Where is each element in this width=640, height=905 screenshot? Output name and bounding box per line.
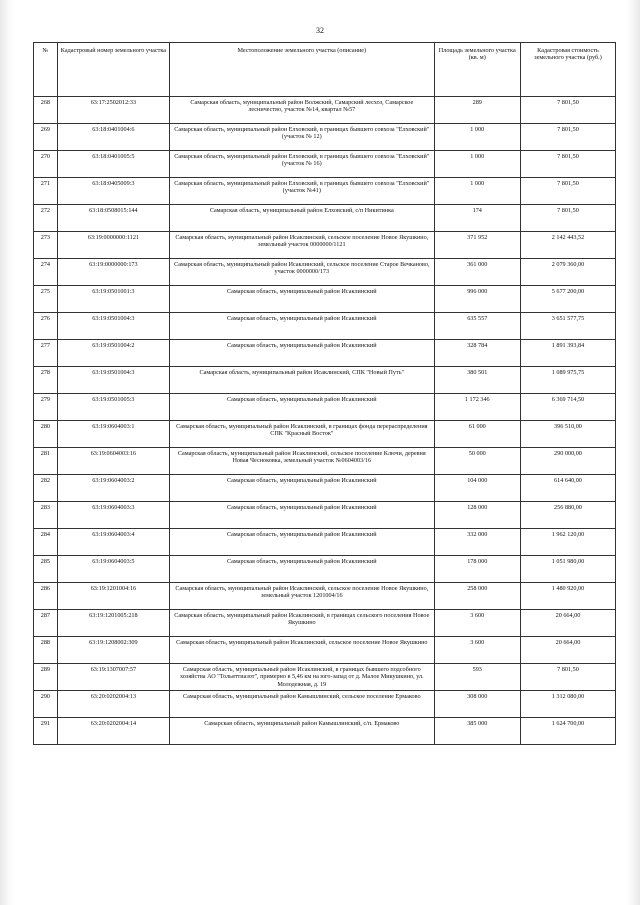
cell-location: Самарская область, муниципальный район Волжский, Самарский лесхоз, Самарское лесничество, участок №14, квартал №57 [170,97,435,124]
cell-location: Самарская область, муниципальный район Камышлинский, с/п. Ермаково [170,718,435,745]
cell-cadastral-cost: 7 801,50 [520,178,615,205]
cell-area: 104 000 [434,475,520,502]
cell-cadastral-number: 63:19:0604003:1 [57,421,169,448]
cell-cadastral-number: 63:19:0501004:2 [57,340,169,367]
cell-location: Самарская область, муниципальный район Исаклинский, в границах бывшего подсобного хозяйства АО "Тольяттиазот", примерно в 5,46 км на юго-запад от д. Малое Микушкино, ул. Молодежная, д. 19 [170,664,435,691]
table-row [34,583,616,610]
cell-row-number: 268 [34,97,58,124]
header-cadastral-cost: Кадастровая стоимость земельного участка (руб.) [520,43,615,97]
cell-cadastral-number: 63:19:0000000:173 [57,259,169,286]
cell-location: Самарская область, муниципальный район Елховский, в границах бывшего совхоза "Елховский" (участок № 16) [170,151,435,178]
table-row [34,151,616,178]
header-location: Местоположение земельного участка (описание) [170,43,435,97]
cell-location: Самарская область, муниципальный район Исаклинский [170,556,435,583]
cell-cadastral-number: 63:19:0604003:5 [57,556,169,583]
header-area: Площадь земельного участка (кв. м) [434,43,520,97]
cell-row-number: 273 [34,232,58,259]
table-row [34,718,616,745]
cell-area: 308 000 [434,691,520,718]
cell-cadastral-number: 63:18:0401005:5 [57,151,169,178]
header-cadastral-number: Кадастровый номер земельного участка [57,43,169,97]
cell-row-number: 276 [34,313,58,340]
table-row [34,205,616,232]
table-row [34,286,616,313]
cell-cadastral-cost: 7 801,50 [520,664,615,691]
table-row [34,340,616,367]
cell-location: Самарская область, муниципальный район Камышлинский, сельское поселение Ермаково [170,691,435,718]
cell-location: Самарская область, муниципальный район Исаклинский [170,529,435,556]
cell-row-number: 274 [34,259,58,286]
cell-cadastral-cost: 6 369 714,50 [520,394,615,421]
cell-row-number: 287 [34,610,58,637]
cell-cadastral-cost: 20 664,00 [520,637,615,664]
table-row [34,124,616,151]
cell-row-number: 290 [34,691,58,718]
cell-cadastral-cost: 1 962 120,00 [520,529,615,556]
table-row [34,421,616,448]
cell-cadastral-cost: 290 000,00 [520,448,615,475]
cell-row-number: 271 [34,178,58,205]
cell-row-number: 270 [34,151,58,178]
cell-location: Самарская область, муниципальный район Исаклинский, СПК "Новый Путь" [170,367,435,394]
cell-location: Самарская область, муниципальный район Елховский, в границах бывшего совхоза "Елховский"(участок №41) [170,178,435,205]
table-row [34,637,616,664]
cell-area: 371 952 [434,232,520,259]
table-header-row [34,43,616,97]
table-row [34,502,616,529]
cell-row-number: 279 [34,394,58,421]
cell-location: Самарская область, муниципальный район Исаклинский, сельское поселение Ключи, деревня Новая Чесноковка, земельный участок №0604003/16 [170,448,435,475]
cell-area: 1 000 [434,151,520,178]
cell-cadastral-number: 63:19:1307007:57 [57,664,169,691]
cell-row-number: 282 [34,475,58,502]
scan-shadow-right [626,0,640,905]
table-row [34,232,616,259]
table-row [34,313,616,340]
cell-area: 61 000 [434,421,520,448]
cell-area: 1 000 [434,178,520,205]
cell-cadastral-cost: 7 801,50 [520,151,615,178]
cell-row-number: 277 [34,340,58,367]
table-row [34,475,616,502]
cell-cadastral-cost: 2 079 360,00 [520,259,615,286]
cell-row-number: 269 [34,124,58,151]
page-number: 32 [316,26,324,35]
cell-row-number: 275 [34,286,58,313]
cell-area: 1 000 [434,124,520,151]
cell-location: Самарская область, муниципальный район Исаклинский, сельское поселение Старое Вечканово, участок 0000000/173 [170,259,435,286]
cell-area: 289 [434,97,520,124]
cell-area: 178 000 [434,556,520,583]
cell-area: 996 000 [434,286,520,313]
cell-row-number: 278 [34,367,58,394]
cell-row-number: 283 [34,502,58,529]
scan-shadow-left [0,0,14,905]
cell-cadastral-number: 63:19:0501005:3 [57,394,169,421]
cell-row-number: 284 [34,529,58,556]
cell-cadastral-number: 63:19:0604003:2 [57,475,169,502]
cell-cadastral-cost: 7 801,50 [520,205,615,232]
cell-cadastral-number: 63:19:0501004:3 [57,313,169,340]
cell-row-number: 286 [34,583,58,610]
cell-cadastral-number: 63:18:0401004:6 [57,124,169,151]
cell-cadastral-number: 63:19:0501001:3 [57,286,169,313]
cell-row-number: 281 [34,448,58,475]
cell-cadastral-cost: 256 880,00 [520,502,615,529]
header-number: № [34,43,58,97]
cell-location: Самарская область, муниципальный район Исаклинский [170,286,435,313]
cell-location: Самарская область, муниципальный район Исаклинский, сельское поселение Новое Якушкино [170,637,435,664]
cell-cadastral-cost: 1 624 700,00 [520,718,615,745]
cell-cadastral-cost: 3 651 577,75 [520,313,615,340]
cell-location: Самарская область, муниципальный район Исаклинский [170,340,435,367]
cell-cadastral-cost: 614 640,00 [520,475,615,502]
cell-row-number: 289 [34,664,58,691]
cell-location: Самарская область, муниципальный район Исаклинский, сельское поселение Новое Якушкино, земельный участок 1201004/16 [170,583,435,610]
table-row [34,529,616,556]
table-row [34,97,616,124]
cell-cadastral-cost: 7 801,50 [520,97,615,124]
cell-cadastral-number: 63:19:1201004:16 [57,583,169,610]
cell-location: Самарская область, муниципальный район Исаклинский [170,475,435,502]
cell-row-number: 291 [34,718,58,745]
cell-cadastral-number: 63:19:0604003:3 [57,502,169,529]
cell-cadastral-number: 63:18:0405009:3 [57,178,169,205]
cell-location: Самарская область, муниципальный район Исаклинский, в границах фонда перераспределения СПК "Красный Восток" [170,421,435,448]
cell-cadastral-cost: 1 089 975,75 [520,367,615,394]
cell-area: 361 000 [434,259,520,286]
land-plots-table [33,42,616,745]
cell-cadastral-cost: 7 801,50 [520,124,615,151]
cell-location: Самарская область, муниципальный район Исаклинский [170,502,435,529]
cell-area: 332 000 [434,529,520,556]
cell-cadastral-number: 63:17:2502012:33 [57,97,169,124]
table-row [34,664,616,691]
table-row [34,259,616,286]
table-row [34,610,616,637]
cell-area: 174 [434,205,520,232]
cell-area: 128 000 [434,502,520,529]
cell-cadastral-cost: 20 664,00 [520,610,615,637]
cell-cadastral-number: 63:19:0501004:3 [57,367,169,394]
table-row [34,178,616,205]
cell-cadastral-cost: 1 312 080,00 [520,691,615,718]
cell-area: 258 000 [434,583,520,610]
cell-row-number: 280 [34,421,58,448]
cell-cadastral-number: 63:19:1208002:309 [57,637,169,664]
table-row [34,556,616,583]
cell-cadastral-number: 63:19:0604003:4 [57,529,169,556]
cell-area: 593 [434,664,520,691]
cell-cadastral-number: 63:19:1201005:218 [57,610,169,637]
cell-cadastral-number: 63:19:0604003:16 [57,448,169,475]
cell-row-number: 288 [34,637,58,664]
cell-row-number: 272 [34,205,58,232]
cell-cadastral-number: 63:20:0202004:13 [57,691,169,718]
cell-location: Самарская область, муниципальный район Исаклинский, сельское поселение Новое Якушкино, земельный участок 0000000/1121 [170,232,435,259]
cell-area: 385 000 [434,718,520,745]
table-row [34,448,616,475]
cell-cadastral-cost: 1 480 920,00 [520,583,615,610]
table-row [34,367,616,394]
cell-row-number: 285 [34,556,58,583]
cell-cadastral-cost: 396 510,00 [520,421,615,448]
cell-location: Самарская область, муниципальный район Елховский, с/п Никитинка [170,205,435,232]
cell-location: Самарская область, муниципальный район Елховский, в границах бывшего совхоза "Елховский" (участок № 12) [170,124,435,151]
cell-area: 328 784 [434,340,520,367]
cell-cadastral-cost: 1 051 980,00 [520,556,615,583]
cell-area: 380 501 [434,367,520,394]
cell-cadastral-cost: 1 891 393,84 [520,340,615,367]
cell-area: 1 172 346 [434,394,520,421]
cell-area: 3 600 [434,610,520,637]
cell-area: 50 000 [434,448,520,475]
cell-cadastral-number: 63:20:0202004:14 [57,718,169,745]
cell-area: 3 600 [434,637,520,664]
cell-cadastral-cost: 2 142 443,52 [520,232,615,259]
cell-cadastral-cost: 5 677 200,00 [520,286,615,313]
cell-area: 635 557 [434,313,520,340]
cell-location: Самарская область, муниципальный район Исаклинский [170,394,435,421]
cell-cadastral-number: 63:18:0508015:144 [57,205,169,232]
cell-location: Самарская область, муниципальный район Исаклинский [170,313,435,340]
table-row [34,394,616,421]
table-row [34,691,616,718]
cell-location: Самарская область, муниципальный район Исаклинский, в границах сельского поселения Новое Якушкино [170,610,435,637]
cell-cadastral-number: 63:19:0000000:1121 [57,232,169,259]
